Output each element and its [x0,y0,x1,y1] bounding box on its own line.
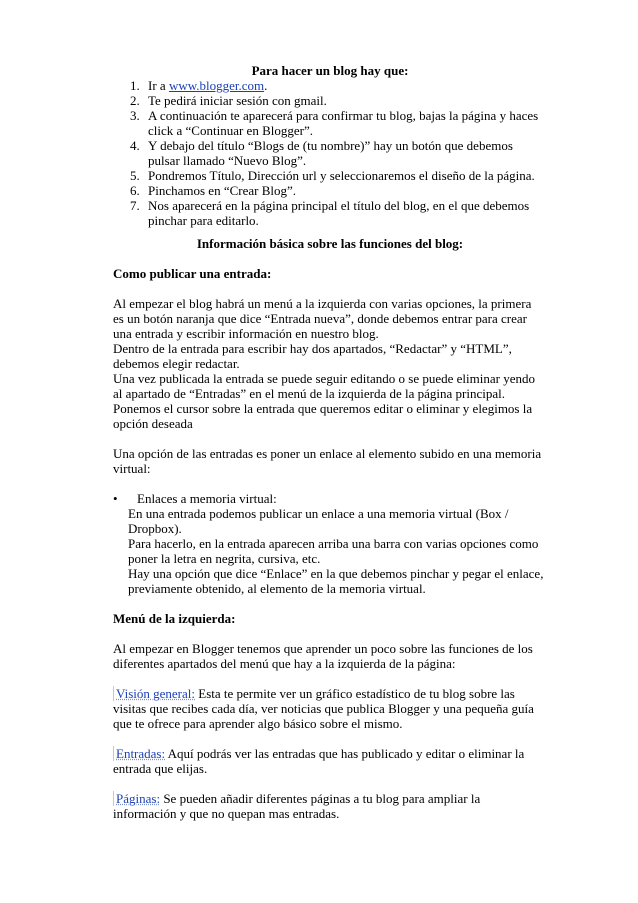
list-number: 7. [130,198,140,213]
section-subtitle: Información básica sobre las funciones del blog: [196,236,464,251]
blogger-link[interactable]: www.blogger.com [168,78,265,93]
item-description: Se pueden añadir diferentes páginas a tu blog para ampliar la información y que no quepan mas entradas. [113,791,481,821]
list-item [113,168,543,183]
step-text: Pondremos Título, Dirección url y seleccionaremos el diseño de la página. [148,168,535,183]
entradas-link[interactable]: Entradas: [116,746,166,761]
item-description: Aquí podrás ver las entradas que has publicado y editar o eliminar la entrada que elijas. [113,746,525,776]
step-text: Nos aparecerá en la página principal el título del blog, en el que debemos pinchar para editarlo. [148,198,530,228]
list-item [113,78,543,93]
page-title: Para hacer un blog hay que: [251,63,409,78]
list-item [113,198,543,228]
paragraph: Dentro de la entrada para escribir hay dos apartados, “Redactar” y “HTML”, debemos elegir redactar. [113,341,512,371]
paragraph: Una vez publicada la entrada se puede seguir editando o se puede eliminar yendo al apartado de “Entradas” en el menú de la izquierda de la página principal. [113,371,535,401]
spacer [113,431,545,446]
body-content [113,266,545,821]
paragraph: Para hacerlo, en la entrada aparecen arriba una barra con varias opciones como poner la letra en negrita, cursiva, etc. [128,536,539,566]
list-item [113,108,543,138]
list-number: 5. [130,168,140,183]
list-number: 3. [130,108,140,123]
spacer [113,626,545,641]
section-heading-publicar: Como publicar una entrada: [113,266,272,281]
menu-item-vision-general [113,686,545,731]
steps-list [113,78,543,228]
spacer [113,776,545,791]
list-number: 2. [130,93,140,108]
paragraph: Una opción de las entradas es poner un enlace al elemento subido en una memoria virtual: [113,446,542,476]
paragraph: Al empezar el blog habrá un menú a la izquierda con varias opciones, la primera es un botón naranja que dice “Entrada nueva”, donde debemos entrar para crear una entrada y escribir información en nuestro blog. [113,296,532,341]
list-item [113,183,543,198]
vision-general-link[interactable]: Visión general: [116,686,196,701]
step-text: Te pedirá iniciar sesión con gmail. [148,93,327,108]
step-text-end: . [264,78,268,93]
bullet-title: Enlaces a memoria virtual: [137,491,277,506]
list-number: 1. [130,78,140,93]
step-text: Y debajo del título “Blogs de (tu nombre)” hay un botón que debemos pulsar llamado “Nuevo Blog”. [148,138,513,168]
paragraph: En una entrada podemos publicar un enlace a una memoria virtual (Box / Dropbox). [128,506,509,536]
spacer [113,671,545,686]
step-text: Pinchamos en “Crear Blog”. [148,183,297,198]
list-number: 6. [130,183,140,198]
spacer [113,731,545,746]
menu-item-entradas [113,746,545,776]
paragraph: Ponemos el cursor sobre la entrada que queremos editar o eliminar y elegimos la opción deseada [113,401,533,431]
paragraph: Hay una opción que dice “Enlace” en la que debemos pinchar y pegar el enlace, previamente obtenido, al elemento de la memoria virtual. [128,566,544,596]
list-item [113,138,543,168]
spacer [113,476,545,491]
bullet-item [113,491,545,506]
spacer [113,281,545,296]
step-text: A continuación te aparecerá para confirmar tu blog, bajas la página y haces click a “Continuar en Blogger”. [148,108,539,138]
bullet-body [113,506,545,596]
section-heading-menu: Menú de la izquierda: [113,611,236,626]
bullet-icon: • [113,491,118,506]
spacer [113,596,545,611]
item-description: Esta te permite ver un gráfico estadístico de tu blog sobre las visitas que recibes cada día, ver noticias que publica Blogger y una pequeña guía que te ofrece para aprender algo básico sobre el mismo. [113,686,534,731]
paragraph: Al empezar en Blogger tenemos que aprender un poco sobre las funciones de los diferentes apartados del menú que hay a la izquierda de la página: [113,641,533,671]
list-number: 4. [130,138,140,153]
step-text: Ir a [148,78,169,93]
paginas-link[interactable]: Páginas: [116,791,161,806]
list-item [113,93,543,108]
menu-item-paginas [113,791,545,821]
